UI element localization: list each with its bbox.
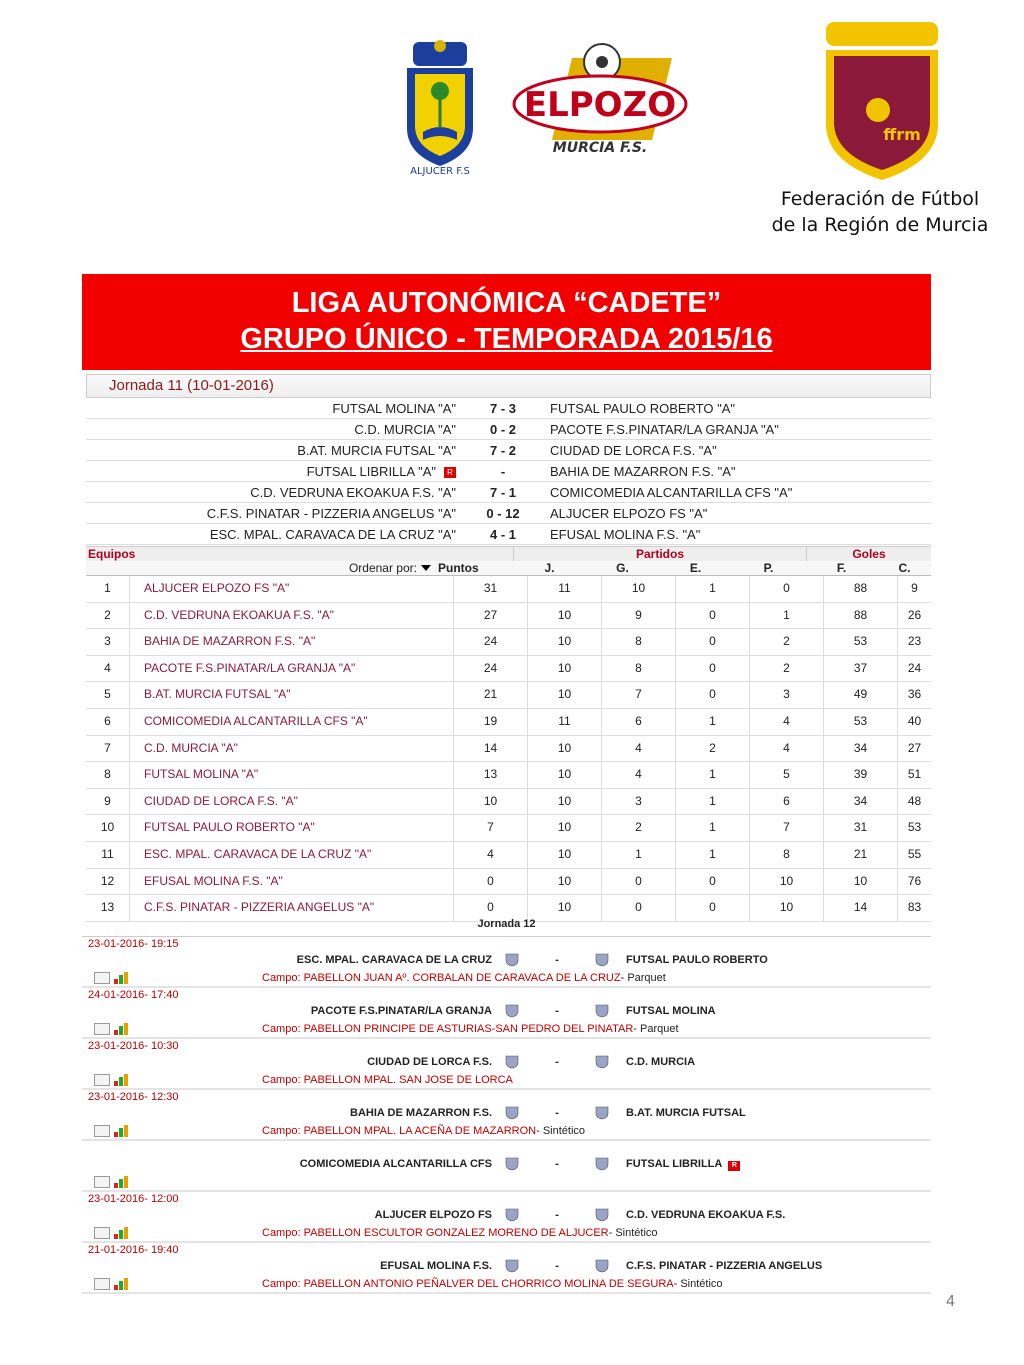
away-team: CIUDAD DE LORCA F.S. "A" <box>550 442 717 458</box>
home-team: ESC. MPAL. CARAVACA DE LA CRUZ "A" <box>209 526 456 542</box>
cell-pts: 19 <box>454 709 528 735</box>
jornada-12-title: Jornada 12 <box>82 912 931 937</box>
fixture-dash: - <box>555 954 559 966</box>
cell-pts: 0 <box>454 869 528 895</box>
cell-f: 14 <box>824 895 898 921</box>
elpozo-logo-icon <box>512 40 692 160</box>
cell-g: 2 <box>602 815 676 841</box>
table-row <box>86 762 931 789</box>
cell-p: 4 <box>750 709 824 735</box>
team-link[interactable]: FUTSAL PAULO ROBERTO "A" <box>130 815 454 841</box>
cell-f: 31 <box>824 815 898 841</box>
position: 3 <box>86 629 130 655</box>
header-partidos: Partidos <box>513 547 806 561</box>
stats-bars-icon[interactable] <box>114 1278 128 1290</box>
cell-f: 53 <box>824 629 898 655</box>
fixture-date: 23-01-2016- 10:30 <box>88 1040 179 1052</box>
cell-g: 0 <box>602 869 676 895</box>
table-row <box>86 656 931 683</box>
position: 1 <box>86 576 130 602</box>
cell-f: 49 <box>824 682 898 708</box>
away-team: EFUSAL MOLINA F.S. "A" <box>550 526 701 542</box>
table-row <box>86 842 931 869</box>
team-crest-icon <box>504 1106 520 1120</box>
cell-pts: 14 <box>454 736 528 762</box>
surface: - Sintético <box>673 1277 723 1290</box>
cell-p: 0 <box>750 576 824 602</box>
svg-text:ffrm: ffrm <box>883 125 921 144</box>
campo-name: PABELLON JUAN Aº. CORBALAN DE CARAVACA DE LA CRUZ <box>303 971 621 984</box>
svg-text:ELPOZO: ELPOZO <box>523 85 677 125</box>
cell-j: 10 <box>528 682 602 708</box>
position: 7 <box>86 736 130 762</box>
cell-c: 55 <box>907 846 922 861</box>
cell-p: 1 <box>750 603 824 629</box>
cell-g: 4 <box>602 736 676 762</box>
away-team[interactable]: C.D. MURCIA <box>626 1056 696 1068</box>
fixture-teams <box>82 1104 931 1122</box>
cell-e: 1 <box>676 762 750 788</box>
cell-e: 0 <box>676 682 750 708</box>
cell-p: 2 <box>750 629 824 655</box>
fixture-venue <box>82 1071 931 1088</box>
team-crest-icon <box>504 1208 520 1222</box>
cell-g: 3 <box>602 789 676 815</box>
home-team: C.D. VEDRUNA EKOAKUA F.S. "A" <box>250 484 456 500</box>
away-team: COMICOMEDIA ALCANTARILLA CFS "A" <box>550 484 793 500</box>
cell-e: 1 <box>676 815 750 841</box>
fixture <box>82 1141 931 1192</box>
cell-c: 83 <box>907 900 922 915</box>
campo-name: PABELLON ANTONIO PEÑALVER DEL CHORRICO MOLINA DE SEGURA <box>303 1277 674 1290</box>
table-row <box>86 869 931 896</box>
campo-name: PABELLON MPAL. LA ACEÑA DE MAZARRON <box>303 1124 537 1137</box>
match-row <box>86 524 931 545</box>
cell-e: 0 <box>676 869 750 895</box>
cell-e: 1 <box>676 842 750 868</box>
jornada-11-results <box>86 374 931 545</box>
cell-j: 10 <box>528 762 602 788</box>
team-crest-icon <box>594 1004 610 1018</box>
stats-bars-icon[interactable] <box>114 1176 128 1188</box>
col-p: P. <box>763 561 774 575</box>
position: 2 <box>86 603 130 629</box>
rest-badge-icon: R <box>728 1161 740 1171</box>
fixture-teams <box>82 1155 931 1173</box>
team-crest-icon <box>594 1106 610 1120</box>
fixture-date: 24-01-2016- 17:40 <box>88 989 179 1001</box>
position: 9 <box>86 789 130 815</box>
cell-j: 10 <box>528 736 602 762</box>
fixture-venue <box>82 1173 931 1190</box>
position: 5 <box>86 682 130 708</box>
home-team: FUTSAL LIBRILLA "A" R <box>86 464 462 479</box>
cell-e: 1 <box>676 576 750 602</box>
fixture-venue <box>82 1275 931 1292</box>
home-team[interactable]: PACOTE F.S.PINATAR/LA GRANJA <box>310 1005 492 1017</box>
surface: - Parquet <box>620 971 666 984</box>
table-row <box>86 682 931 709</box>
cell-j: 10 <box>528 629 602 655</box>
position: 12 <box>86 869 130 895</box>
cell-j: 10 <box>528 869 602 895</box>
cell-f: 88 <box>824 576 898 602</box>
score: 0 - 2 <box>489 421 516 437</box>
fixture <box>82 1192 931 1243</box>
cell-pts: 31 <box>454 576 528 602</box>
position: 11 <box>86 842 130 868</box>
fixture-teams <box>82 1053 931 1071</box>
cell-e: 1 <box>676 709 750 735</box>
cell-g: 9 <box>602 603 676 629</box>
cell-j: 11 <box>528 709 602 735</box>
away-team[interactable]: FUTSAL MOLINA <box>626 1005 716 1017</box>
home-team[interactable]: ESC. MPAL. CARAVACA DE LA CRUZ <box>296 954 492 966</box>
match-row <box>86 398 931 419</box>
score: - <box>500 463 506 479</box>
home-team[interactable]: BAHIA DE MAZARRON F.S. <box>350 1107 492 1119</box>
fixture-date <box>82 1141 931 1155</box>
home-team[interactable]: ALJUCER ELPOZO FS <box>374 1209 492 1221</box>
score: 4 - 1 <box>489 526 516 542</box>
cell-pts: 24 <box>454 656 528 682</box>
cell-j: 10 <box>528 656 602 682</box>
cell-c: 40 <box>907 713 922 728</box>
team-crest-icon <box>504 1157 520 1171</box>
match-row <box>86 503 931 524</box>
team-crest-icon <box>504 1259 520 1273</box>
away-team: PACOTE F.S.PINATAR/LA GRANJA "A" <box>550 421 779 437</box>
cell-e: 0 <box>676 656 750 682</box>
fixture-venue <box>82 969 931 986</box>
home-team: B.AT. MURCIA FUTSAL "A" <box>297 442 456 458</box>
cell-p: 2 <box>750 656 824 682</box>
team-link[interactable]: C.D. VEDRUNA EKOAKUA F.S. "A" <box>130 603 454 629</box>
standings-header <box>86 546 931 561</box>
sort-label: Ordenar por: <box>348 561 417 575</box>
fixture <box>82 1090 931 1141</box>
cell-j: 10 <box>528 603 602 629</box>
document-icon[interactable] <box>94 1176 110 1188</box>
team-crest-icon <box>504 1055 520 1069</box>
cell-f: 34 <box>824 736 898 762</box>
cell-c: 26 <box>907 607 922 622</box>
cell-g: 8 <box>602 656 676 682</box>
campo-label: Campo: <box>262 1277 301 1290</box>
cell-g: 0 <box>602 895 676 921</box>
col-e: E. <box>689 561 702 575</box>
cell-e: 0 <box>676 629 750 655</box>
cell-p: 7 <box>750 815 824 841</box>
cell-pts: 13 <box>454 762 528 788</box>
team-link[interactable]: COMICOMEDIA ALCANTARILLA CFS "A" <box>130 709 454 735</box>
ffrm-crest-icon <box>812 14 952 184</box>
score: 0 - 12 <box>486 505 520 521</box>
col-f: F. <box>836 561 847 575</box>
federation-line-2: de la Región de Murcia <box>771 214 989 236</box>
header-goles: Goles <box>806 547 931 561</box>
fixture-dash: - <box>555 1260 559 1272</box>
team-crest-icon <box>504 1004 520 1018</box>
document-icon[interactable] <box>94 1125 110 1137</box>
campo-name: PABELLON PRINCIPE DE ASTURIAS-SAN PEDRO DEL PINATAR <box>303 1022 634 1035</box>
fixture-date: 23-01-2016- 12:00 <box>88 1193 179 1205</box>
cell-j: 10 <box>528 895 602 921</box>
away-team[interactable]: C.F.S. PINATAR - PIZZERIA ANGELUS <box>626 1260 823 1272</box>
cell-c: 23 <box>907 634 922 649</box>
team-crest-icon <box>504 953 520 967</box>
team-link[interactable]: CIUDAD DE LORCA F.S. "A" <box>130 789 454 815</box>
cell-pts: 10 <box>454 789 528 815</box>
cell-j: 11 <box>528 576 602 602</box>
document-icon[interactable] <box>94 1227 110 1239</box>
league-banner <box>82 274 931 370</box>
away-team: FUTSAL PAULO ROBERTO "A" <box>550 400 736 416</box>
away-team[interactable]: C.D. VEDRUNA EKOAKUA F.S. <box>626 1209 786 1221</box>
team-link[interactable]: C.D. MURCIA "A" <box>130 736 454 762</box>
position: 6 <box>86 709 130 735</box>
surface: - Sintético <box>608 1226 658 1239</box>
cell-p: 10 <box>750 869 824 895</box>
cell-c: 76 <box>907 873 922 888</box>
aljucer-crest-icon <box>385 36 495 176</box>
cell-f: 39 <box>824 762 898 788</box>
cell-c: 24 <box>907 660 922 675</box>
cell-c: 36 <box>907 687 922 702</box>
document-icon[interactable] <box>94 1278 110 1290</box>
cell-g: 6 <box>602 709 676 735</box>
cell-f: 10 <box>824 869 898 895</box>
fixture-venue <box>82 1224 931 1241</box>
cell-j: 10 <box>528 815 602 841</box>
stats-bars-icon[interactable] <box>114 1023 128 1035</box>
home-team[interactable]: CIUDAD DE LORCA F.S. <box>367 1056 492 1068</box>
home-team[interactable]: EFUSAL MOLINA F.S. <box>380 1260 492 1272</box>
table-row <box>86 603 931 630</box>
cell-e: 0 <box>676 603 750 629</box>
team-link[interactable]: C.F.S. PINATAR - PIZZERIA ANGELUS "A" <box>130 895 454 921</box>
header-logos <box>0 0 1024 270</box>
cell-p: 3 <box>750 682 824 708</box>
cell-pts: 4 <box>454 842 528 868</box>
away-team[interactable]: B.AT. MURCIA FUTSAL <box>626 1107 746 1119</box>
campo-label: Campo: <box>262 971 301 984</box>
page-number: 4 <box>946 1293 955 1310</box>
campo-label: Campo: <box>262 1022 301 1035</box>
col-puntos[interactable]: Puntos <box>438 561 479 575</box>
match-row <box>86 440 931 461</box>
cell-f: 53 <box>824 709 898 735</box>
standings-subheader <box>86 561 931 576</box>
table-row <box>86 736 931 763</box>
cell-g: 10 <box>602 576 676 602</box>
fixture-date: 21-01-2016- 19:40 <box>88 1244 179 1256</box>
surface: - Sintético <box>536 1124 586 1137</box>
fixture-teams <box>82 951 931 969</box>
surface: - Parquet <box>633 1022 679 1035</box>
cell-f: 88 <box>824 603 898 629</box>
cell-p: 8 <box>750 842 824 868</box>
home-team: C.F.S. PINATAR - PIZZERIA ANGELUS "A" <box>206 505 456 521</box>
cell-c: 27 <box>907 740 922 755</box>
document-icon[interactable] <box>94 1023 110 1035</box>
team-crest-icon <box>594 1208 610 1222</box>
table-row <box>86 815 931 842</box>
stats-bars-icon[interactable] <box>114 1074 128 1086</box>
header-equipos: Equipos <box>88 547 136 561</box>
col-j: J. <box>544 561 555 575</box>
away-team: BAHIA DE MAZARRON F.S. "A" <box>550 463 736 479</box>
col-c: C. <box>898 561 911 575</box>
fixture <box>82 988 931 1039</box>
away-team[interactable]: FUTSAL PAULO ROBERTO <box>626 954 768 966</box>
fixture <box>82 1243 931 1294</box>
campo-label: Campo: <box>262 1124 301 1137</box>
league-subtitle: GRUPO ÚNICO - TEMPORADA 2015/16 <box>240 323 773 355</box>
fixture-teams <box>82 1206 931 1224</box>
cell-pts: 27 <box>454 603 528 629</box>
away-team[interactable]: FUTSAL LIBRILLA R <box>622 1158 931 1171</box>
cell-j: 10 <box>528 789 602 815</box>
fixture-teams <box>82 1257 931 1275</box>
stats-bars-icon[interactable] <box>114 972 128 984</box>
stats-bars-icon[interactable] <box>114 1227 128 1239</box>
svg-text:MURCIA F.S.: MURCIA F.S. <box>552 140 648 156</box>
table-row <box>86 576 931 603</box>
cell-pts: 21 <box>454 682 528 708</box>
fixture-dash: - <box>555 1005 559 1017</box>
fixture-dash: - <box>555 1209 559 1221</box>
team-crest-icon <box>594 953 610 967</box>
cell-p: 10 <box>750 895 824 921</box>
fixture-dash: - <box>555 1158 559 1170</box>
cell-c: 48 <box>907 793 922 808</box>
federation-line-1: Federación de Fútbol <box>780 188 980 210</box>
position: 13 <box>86 895 130 921</box>
team-link[interactable]: FUTSAL MOLINA "A" <box>130 762 454 788</box>
cell-p: 5 <box>750 762 824 788</box>
cell-f: 34 <box>824 789 898 815</box>
score: 7 - 3 <box>489 400 516 416</box>
campo-name: PABELLON MPAL. SAN JOSE DE LORCA <box>303 1073 513 1086</box>
table-row <box>86 789 931 816</box>
document-icon[interactable] <box>94 1074 110 1086</box>
cell-j: 10 <box>528 842 602 868</box>
position: 10 <box>86 815 130 841</box>
cell-e: 2 <box>676 736 750 762</box>
cell-g: 7 <box>602 682 676 708</box>
document-icon[interactable] <box>94 972 110 984</box>
table-row <box>86 629 931 656</box>
match-row <box>86 461 931 482</box>
match-row <box>86 419 931 440</box>
campo-name: PABELLON ESCULTOR GONZALEZ MORENO DE ALJUCER <box>303 1226 609 1239</box>
federation-name <box>770 186 990 238</box>
campo-label: Campo: <box>262 1226 301 1239</box>
home-team: C.D. MURCIA "A" <box>354 421 456 437</box>
fixture-dash: - <box>555 1107 559 1119</box>
team-link[interactable]: PACOTE F.S.PINATAR/LA GRANJA "A" <box>130 656 454 682</box>
cell-pts: 0 <box>454 895 528 921</box>
position: 8 <box>86 762 130 788</box>
league-title: LIGA AUTONÓMICA “CADETE” <box>291 287 722 319</box>
standings-table <box>86 546 931 922</box>
cell-p: 6 <box>750 789 824 815</box>
cell-c: 53 <box>907 820 922 835</box>
score: 7 - 2 <box>489 442 516 458</box>
svg-text:ALJUCER F.S: ALJUCER F.S <box>410 166 470 176</box>
home-team[interactable]: COMICOMEDIA ALCANTARILLA CFS <box>299 1158 492 1170</box>
fixture-date: 23-01-2016- 12:30 <box>88 1091 179 1103</box>
team-crest-icon <box>594 1157 610 1171</box>
fixture <box>82 937 931 988</box>
sort-control[interactable] <box>86 561 438 575</box>
cell-pts: 7 <box>454 815 528 841</box>
team-link[interactable]: B.AT. MURCIA FUTSAL "A" <box>130 682 454 708</box>
sort-arrow-icon[interactable] <box>421 565 431 571</box>
fixture-venue <box>82 1122 931 1139</box>
score: 7 - 1 <box>489 484 516 500</box>
cell-g: 8 <box>602 629 676 655</box>
home-team: FUTSAL MOLINA "A" <box>332 400 456 416</box>
fixture <box>82 1039 931 1090</box>
table-row <box>86 709 931 736</box>
team-link[interactable]: BAHIA DE MAZARRON F.S. "A" <box>130 629 454 655</box>
cell-g: 1 <box>602 842 676 868</box>
cell-pts: 24 <box>454 629 528 655</box>
team-link[interactable]: ESC. MPAL. CARAVACA DE LA CRUZ "A" <box>130 842 454 868</box>
fixture-venue <box>82 1020 931 1037</box>
jornada-11-title: Jornada 11 (10-01-2016) <box>86 374 931 398</box>
cell-p: 4 <box>750 736 824 762</box>
cell-c: 9 <box>911 581 918 595</box>
cell-e: 0 <box>676 895 750 921</box>
fixture-teams <box>82 1002 931 1020</box>
position: 4 <box>86 656 130 682</box>
stats-bars-icon[interactable] <box>114 1125 128 1137</box>
team-link[interactable]: ALJUCER ELPOZO FS "A" <box>130 576 454 602</box>
cell-c: 51 <box>907 767 922 782</box>
match-row <box>86 482 931 503</box>
cell-e: 1 <box>676 789 750 815</box>
away-team: ALJUCER ELPOZO FS "A" <box>550 505 708 521</box>
cell-f: 21 <box>824 842 898 868</box>
campo-label: Campo: <box>262 1073 301 1086</box>
col-g: G. <box>616 561 629 575</box>
fixture-dash: - <box>555 1056 559 1068</box>
jornada-12-fixtures <box>82 912 931 1294</box>
team-link[interactable]: EFUSAL MOLINA F.S. "A" <box>130 869 454 895</box>
fixture-date: 23-01-2016- 19:15 <box>88 938 179 950</box>
rest-badge-icon: R <box>444 467 456 478</box>
team-crest-icon <box>594 1259 610 1273</box>
cell-g: 4 <box>602 762 676 788</box>
team-crest-icon <box>594 1055 610 1069</box>
cell-f: 37 <box>824 656 898 682</box>
